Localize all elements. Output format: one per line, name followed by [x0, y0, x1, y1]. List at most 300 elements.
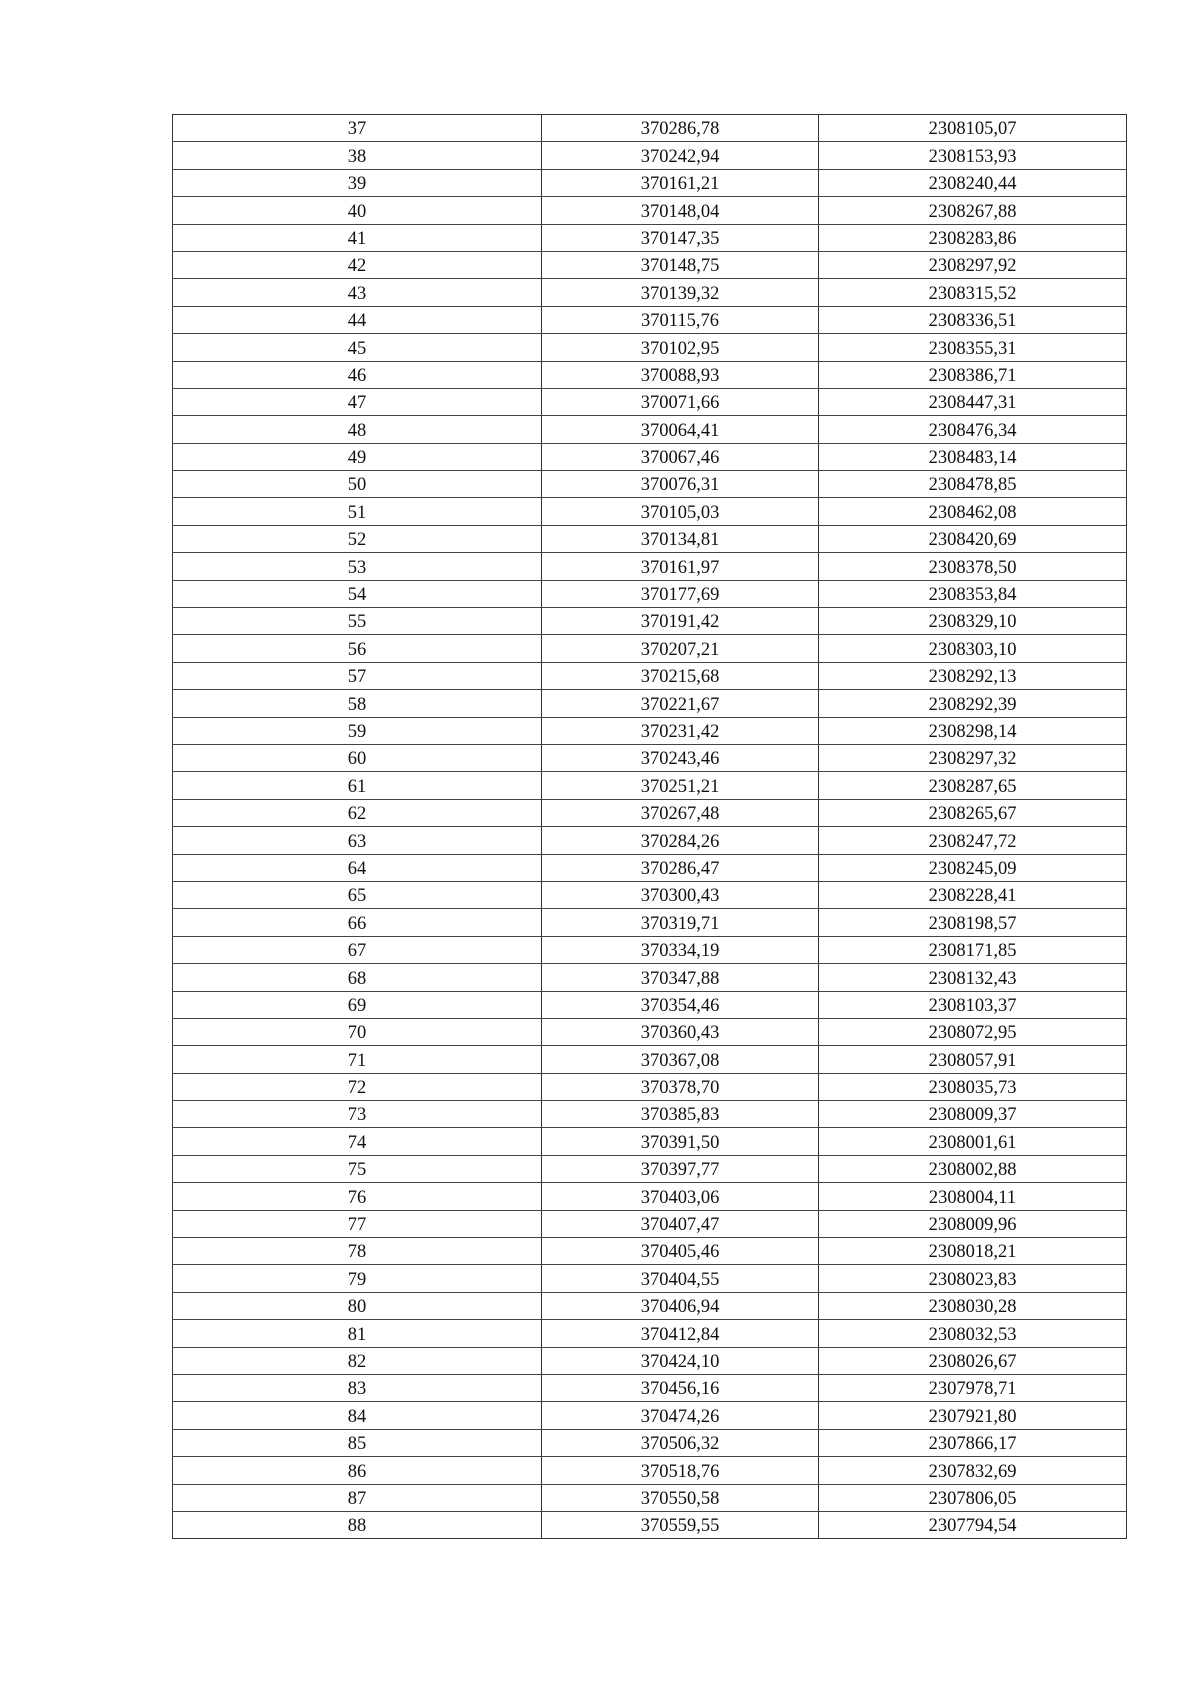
- table-row: [173, 936, 1127, 963]
- x-coordinate-cell: [542, 717, 819, 744]
- table-row: [173, 1320, 1127, 1347]
- table-row: [173, 224, 1127, 251]
- table-row: [173, 662, 1127, 689]
- point-number-text: 40: [347, 201, 367, 222]
- table-row: [173, 854, 1127, 881]
- x-coordinate-text: 370354,46: [640, 995, 720, 1016]
- y-coordinate-cell: [819, 799, 1127, 826]
- point-number-cell: [173, 306, 542, 333]
- y-coordinate-cell: [819, 471, 1127, 498]
- point-number-cell: [173, 1457, 542, 1484]
- point-number-text: 49: [347, 448, 367, 469]
- table-row: [173, 334, 1127, 361]
- y-coordinate-text: 2307832,69: [928, 1461, 1017, 1482]
- y-coordinate-cell: [819, 388, 1127, 415]
- table-row: [173, 553, 1127, 580]
- point-number-cell: [173, 1484, 542, 1511]
- x-coordinate-text: 370105,03: [640, 502, 720, 523]
- x-coordinate-cell: [542, 1238, 819, 1265]
- point-number-cell: [173, 197, 542, 224]
- point-number-text: 71: [347, 1050, 367, 1071]
- y-coordinate-cell: [819, 772, 1127, 799]
- y-coordinate-text: 2308023,83: [928, 1269, 1017, 1290]
- point-number-cell: [173, 1238, 542, 1265]
- x-coordinate-cell: [542, 662, 819, 689]
- y-coordinate-cell: [819, 936, 1127, 963]
- x-coordinate-cell: [542, 361, 819, 388]
- point-number-text: 69: [347, 995, 367, 1016]
- table-row: [173, 772, 1127, 799]
- point-number-cell: [173, 361, 542, 388]
- point-number-cell: [173, 1374, 542, 1401]
- y-coordinate-text: 2308247,72: [928, 831, 1017, 852]
- point-number-text: 48: [347, 420, 367, 441]
- x-coordinate-text: 370284,26: [640, 831, 720, 852]
- coordinates-table: [172, 114, 1127, 1539]
- table-row: [173, 416, 1127, 443]
- x-coordinate-cell: [542, 1347, 819, 1374]
- y-coordinate-text: 2308002,88: [928, 1160, 1017, 1181]
- x-coordinate-cell: [542, 1265, 819, 1292]
- point-number-cell: [173, 909, 542, 936]
- x-coordinate-text: 370378,70: [640, 1078, 720, 1099]
- x-coordinate-text: 370405,46: [640, 1242, 720, 1263]
- point-number-cell: [173, 1511, 542, 1538]
- point-number-cell: [173, 936, 542, 963]
- point-number-cell: [173, 279, 542, 306]
- y-coordinate-text: 2308009,96: [928, 1215, 1017, 1236]
- table-row: [173, 388, 1127, 415]
- x-coordinate-text: 370367,08: [640, 1050, 720, 1071]
- x-coordinate-text: 370550,58: [640, 1488, 720, 1509]
- y-coordinate-cell: [819, 1484, 1127, 1511]
- y-coordinate-cell: [819, 1210, 1127, 1237]
- x-coordinate-text: 370147,35: [640, 228, 720, 249]
- x-coordinate-text: 370071,66: [640, 393, 720, 414]
- point-number-text: 57: [347, 667, 367, 688]
- y-coordinate-text: 2307806,05: [928, 1488, 1017, 1509]
- x-coordinate-cell: [542, 608, 819, 635]
- x-coordinate-text: 370406,94: [640, 1297, 720, 1318]
- table-row: [173, 1429, 1127, 1456]
- y-coordinate-cell: [819, 197, 1127, 224]
- point-number-text: 61: [347, 776, 367, 797]
- x-coordinate-cell: [542, 334, 819, 361]
- x-coordinate-cell: [542, 909, 819, 936]
- y-coordinate-cell: [819, 1183, 1127, 1210]
- point-number-cell: [173, 1347, 542, 1374]
- x-coordinate-text: 370177,69: [640, 585, 720, 606]
- point-number-cell: [173, 115, 542, 142]
- x-coordinate-cell: [542, 1484, 819, 1511]
- table-row: [173, 361, 1127, 388]
- x-coordinate-cell: [542, 580, 819, 607]
- point-number-text: 53: [347, 557, 367, 578]
- x-coordinate-text: 370412,84: [640, 1324, 720, 1345]
- point-number-cell: [173, 416, 542, 443]
- y-coordinate-cell: [819, 909, 1127, 936]
- x-coordinate-cell: [542, 1374, 819, 1401]
- point-number-text: 59: [347, 721, 367, 742]
- point-number-cell: [173, 1155, 542, 1182]
- table-row: [173, 1073, 1127, 1100]
- x-coordinate-cell: [542, 991, 819, 1018]
- point-number-text: 58: [347, 694, 367, 715]
- y-coordinate-text: 2308245,09: [928, 858, 1017, 879]
- point-number-text: 72: [347, 1078, 367, 1099]
- y-coordinate-cell: [819, 690, 1127, 717]
- y-coordinate-text: 2308026,67: [928, 1351, 1017, 1372]
- point-number-cell: [173, 1128, 542, 1155]
- point-number-text: 56: [347, 639, 367, 660]
- point-number-cell: [173, 169, 542, 196]
- y-coordinate-cell: [819, 1073, 1127, 1100]
- table-row: [173, 909, 1127, 936]
- x-coordinate-text: 370115,76: [641, 311, 719, 332]
- point-number-text: 82: [347, 1351, 367, 1372]
- y-coordinate-text: 2308462,08: [928, 502, 1017, 523]
- point-number-cell: [173, 1073, 542, 1100]
- x-coordinate-text: 370397,77: [640, 1160, 720, 1181]
- y-coordinate-cell: [819, 525, 1127, 552]
- point-number-text: 64: [347, 858, 367, 879]
- y-coordinate-cell: [819, 580, 1127, 607]
- x-coordinate-text: 370148,75: [640, 256, 720, 277]
- y-coordinate-text: 2308103,37: [928, 995, 1017, 1016]
- y-coordinate-text: 2308018,21: [928, 1242, 1017, 1263]
- table-row: [173, 1183, 1127, 1210]
- y-coordinate-cell: [819, 717, 1127, 744]
- y-coordinate-cell: [819, 498, 1127, 525]
- y-coordinate-text: 2308336,51: [928, 311, 1017, 332]
- point-number-cell: [173, 1046, 542, 1073]
- table-row: [173, 1511, 1127, 1538]
- y-coordinate-text: 2308240,44: [928, 174, 1017, 195]
- point-number-cell: [173, 717, 542, 744]
- point-number-text: 44: [347, 311, 367, 332]
- x-coordinate-cell: [542, 197, 819, 224]
- y-coordinate-text: 2308105,07: [928, 119, 1017, 140]
- y-coordinate-cell: [819, 991, 1127, 1018]
- x-coordinate-cell: [542, 1320, 819, 1347]
- y-coordinate-cell: [819, 964, 1127, 991]
- y-coordinate-text: 2308228,41: [928, 886, 1017, 907]
- point-number-cell: [173, 388, 542, 415]
- table-row: [173, 1210, 1127, 1237]
- x-coordinate-cell: [542, 964, 819, 991]
- x-coordinate-text: 370424,10: [640, 1351, 720, 1372]
- point-number-text: 77: [347, 1215, 367, 1236]
- x-coordinate-cell: [542, 827, 819, 854]
- y-coordinate-text: 2308355,31: [928, 338, 1017, 359]
- y-coordinate-cell: [819, 1374, 1127, 1401]
- y-coordinate-cell: [819, 1128, 1127, 1155]
- table-row: [173, 306, 1127, 333]
- point-number-cell: [173, 964, 542, 991]
- x-coordinate-cell: [542, 306, 819, 333]
- table-row: [173, 608, 1127, 635]
- point-number-text: 73: [347, 1105, 367, 1126]
- point-number-cell: [173, 1265, 542, 1292]
- table-row: [173, 1046, 1127, 1073]
- table-row: [173, 443, 1127, 470]
- y-coordinate-cell: [819, 361, 1127, 388]
- x-coordinate-text: 370088,93: [640, 365, 720, 386]
- table-row: [173, 717, 1127, 744]
- x-coordinate-cell: [542, 1457, 819, 1484]
- y-coordinate-text: 2308483,14: [928, 448, 1017, 469]
- x-coordinate-cell: [542, 1183, 819, 1210]
- x-coordinate-cell: [542, 388, 819, 415]
- y-coordinate-text: 2308292,13: [928, 667, 1017, 688]
- table-row: [173, 1457, 1127, 1484]
- table-row: [173, 799, 1127, 826]
- y-coordinate-cell: [819, 827, 1127, 854]
- y-coordinate-text: 2307794,54: [928, 1516, 1017, 1537]
- x-coordinate-cell: [542, 416, 819, 443]
- table-row: [173, 1101, 1127, 1128]
- point-number-cell: [173, 662, 542, 689]
- y-coordinate-text: 2308420,69: [928, 530, 1017, 551]
- table-row: [173, 115, 1127, 142]
- point-number-text: 43: [347, 283, 367, 304]
- y-coordinate-text: 2307921,80: [928, 1406, 1017, 1427]
- point-number-cell: [173, 471, 542, 498]
- point-number-cell: [173, 1402, 542, 1429]
- y-coordinate-cell: [819, 1347, 1127, 1374]
- point-number-cell: [173, 525, 542, 552]
- x-coordinate-cell: [542, 498, 819, 525]
- table-row: [173, 279, 1127, 306]
- point-number-text: 76: [347, 1187, 367, 1208]
- point-number-cell: [173, 553, 542, 580]
- x-coordinate-text: 370207,21: [640, 639, 720, 660]
- table-row: [173, 1292, 1127, 1319]
- point-number-cell: [173, 635, 542, 662]
- point-number-cell: [173, 224, 542, 251]
- y-coordinate-text: 2308035,73: [928, 1078, 1017, 1099]
- point-number-text: 67: [347, 941, 367, 962]
- x-coordinate-cell: [542, 1018, 819, 1045]
- x-coordinate-cell: [542, 881, 819, 908]
- y-coordinate-text: 2308476,34: [928, 420, 1017, 441]
- y-coordinate-text: 2308198,57: [928, 913, 1017, 934]
- y-coordinate-cell: [819, 279, 1127, 306]
- point-number-cell: [173, 608, 542, 635]
- point-number-cell: [173, 580, 542, 607]
- x-coordinate-text: 370251,21: [640, 776, 720, 797]
- coordinates-table-body: [173, 115, 1127, 1539]
- x-coordinate-text: 370286,78: [640, 119, 720, 140]
- point-number-text: 87: [347, 1488, 367, 1509]
- y-coordinate-text: 2308447,31: [928, 393, 1017, 414]
- y-coordinate-text: 2308478,85: [928, 475, 1017, 496]
- point-number-text: 83: [347, 1379, 367, 1400]
- table-row: [173, 690, 1127, 717]
- table-row: [173, 251, 1127, 278]
- x-coordinate-text: 370319,71: [640, 913, 720, 934]
- table-row: [173, 881, 1127, 908]
- point-number-cell: [173, 1018, 542, 1045]
- y-coordinate-text: 2308297,32: [928, 749, 1017, 770]
- point-number-cell: [173, 1292, 542, 1319]
- point-number-text: 50: [347, 475, 367, 496]
- y-coordinate-cell: [819, 662, 1127, 689]
- y-coordinate-cell: [819, 1511, 1127, 1538]
- x-coordinate-text: 370064,41: [640, 420, 720, 441]
- x-coordinate-cell: [542, 635, 819, 662]
- point-number-cell: [173, 744, 542, 771]
- x-coordinate-cell: [542, 936, 819, 963]
- x-coordinate-text: 370518,76: [640, 1461, 720, 1482]
- y-coordinate-cell: [819, 1457, 1127, 1484]
- x-coordinate-text: 370267,48: [640, 804, 720, 825]
- x-coordinate-cell: [542, 142, 819, 169]
- point-number-text: 46: [347, 365, 367, 386]
- point-number-text: 38: [347, 146, 367, 167]
- x-coordinate-cell: [542, 1511, 819, 1538]
- y-coordinate-text: 2308298,14: [928, 721, 1017, 742]
- x-coordinate-text: 370191,42: [640, 612, 720, 633]
- point-number-cell: [173, 142, 542, 169]
- x-coordinate-cell: [542, 251, 819, 278]
- x-coordinate-cell: [542, 1046, 819, 1073]
- y-coordinate-cell: [819, 1046, 1127, 1073]
- y-coordinate-text: 2308315,52: [928, 283, 1017, 304]
- y-coordinate-text: 2308267,88: [928, 201, 1017, 222]
- x-coordinate-text: 370300,43: [640, 886, 720, 907]
- x-coordinate-text: 370391,50: [640, 1132, 720, 1153]
- point-number-text: 37: [347, 119, 367, 140]
- x-coordinate-cell: [542, 1210, 819, 1237]
- point-number-text: 60: [347, 749, 367, 770]
- point-number-cell: [173, 334, 542, 361]
- point-number-text: 84: [347, 1406, 367, 1427]
- y-coordinate-text: 2307866,17: [928, 1434, 1017, 1455]
- point-number-text: 41: [347, 228, 367, 249]
- y-coordinate-text: 2308386,71: [928, 365, 1017, 386]
- point-number-text: 55: [347, 612, 367, 633]
- table-row: [173, 1155, 1127, 1182]
- point-number-text: 70: [347, 1023, 367, 1044]
- table-row: [173, 1238, 1127, 1265]
- y-coordinate-text: 2308004,11: [928, 1187, 1017, 1208]
- x-coordinate-text: 370360,43: [640, 1023, 720, 1044]
- y-coordinate-cell: [819, 169, 1127, 196]
- table-row: [173, 964, 1127, 991]
- x-coordinate-text: 370286,47: [640, 858, 720, 879]
- y-coordinate-cell: [819, 251, 1127, 278]
- y-coordinate-text: 2308265,67: [928, 804, 1017, 825]
- x-coordinate-cell: [542, 279, 819, 306]
- x-coordinate-text: 370456,16: [640, 1379, 720, 1400]
- point-number-text: 51: [347, 502, 367, 523]
- y-coordinate-cell: [819, 1018, 1127, 1045]
- x-coordinate-text: 370334,19: [640, 941, 720, 962]
- y-coordinate-text: 2308009,37: [928, 1105, 1017, 1126]
- table-row: [173, 169, 1127, 196]
- x-coordinate-cell: [542, 471, 819, 498]
- x-coordinate-cell: [542, 169, 819, 196]
- x-coordinate-cell: [542, 525, 819, 552]
- point-number-text: 42: [347, 256, 367, 277]
- point-number-cell: [173, 443, 542, 470]
- point-number-text: 62: [347, 804, 367, 825]
- x-coordinate-text: 370385,83: [640, 1105, 720, 1126]
- x-coordinate-cell: [542, 1128, 819, 1155]
- y-coordinate-cell: [819, 1320, 1127, 1347]
- y-coordinate-text: 2308353,84: [928, 585, 1017, 606]
- point-number-text: 88: [347, 1516, 367, 1537]
- table-row: [173, 744, 1127, 771]
- x-coordinate-text: 370407,47: [640, 1215, 720, 1236]
- table-row: [173, 1484, 1127, 1511]
- x-coordinate-cell: [542, 1292, 819, 1319]
- point-number-text: 47: [347, 393, 367, 414]
- table-row: [173, 1374, 1127, 1401]
- y-coordinate-text: 2308001,61: [928, 1132, 1017, 1153]
- y-coordinate-cell: [819, 334, 1127, 361]
- x-coordinate-text: 370215,68: [640, 667, 720, 688]
- y-coordinate-cell: [819, 1429, 1127, 1456]
- x-coordinate-text: 370347,88: [640, 968, 720, 989]
- y-coordinate-cell: [819, 1155, 1127, 1182]
- y-coordinate-text: 2308057,91: [928, 1050, 1017, 1071]
- point-number-cell: [173, 1429, 542, 1456]
- point-number-cell: [173, 1210, 542, 1237]
- point-number-cell: [173, 772, 542, 799]
- y-coordinate-cell: [819, 115, 1127, 142]
- point-number-cell: [173, 827, 542, 854]
- table-row: [173, 1128, 1127, 1155]
- point-number-text: 68: [347, 968, 367, 989]
- x-coordinate-cell: [542, 115, 819, 142]
- x-coordinate-text: 370139,32: [640, 283, 720, 304]
- point-number-text: 78: [347, 1242, 367, 1263]
- x-coordinate-text: 370102,95: [640, 338, 720, 359]
- point-number-text: 74: [347, 1132, 367, 1153]
- y-coordinate-cell: [819, 881, 1127, 908]
- point-number-text: 81: [347, 1324, 367, 1345]
- point-number-text: 52: [347, 530, 367, 551]
- y-coordinate-text: 2308303,10: [928, 639, 1017, 660]
- y-coordinate-cell: [819, 854, 1127, 881]
- x-coordinate-cell: [542, 744, 819, 771]
- table-row: [173, 498, 1127, 525]
- point-number-text: 66: [347, 913, 367, 934]
- x-coordinate-cell: [542, 799, 819, 826]
- x-coordinate-text: 370243,46: [640, 749, 720, 770]
- x-coordinate-cell: [542, 1073, 819, 1100]
- point-number-cell: [173, 498, 542, 525]
- y-coordinate-cell: [819, 224, 1127, 251]
- x-coordinate-text: 370474,26: [640, 1406, 720, 1427]
- y-coordinate-text: 2307978,71: [928, 1379, 1017, 1400]
- x-coordinate-cell: [542, 224, 819, 251]
- x-coordinate-cell: [542, 1402, 819, 1429]
- table-row: [173, 197, 1127, 224]
- x-coordinate-text: 370221,67: [640, 694, 720, 715]
- table-row: [173, 1265, 1127, 1292]
- point-number-text: 63: [347, 831, 367, 852]
- x-coordinate-text: 370076,31: [640, 475, 720, 496]
- x-coordinate-cell: [542, 690, 819, 717]
- y-coordinate-cell: [819, 635, 1127, 662]
- point-number-cell: [173, 251, 542, 278]
- x-coordinate-text: 370242,94: [640, 146, 720, 167]
- y-coordinate-cell: [819, 443, 1127, 470]
- table-row: [173, 580, 1127, 607]
